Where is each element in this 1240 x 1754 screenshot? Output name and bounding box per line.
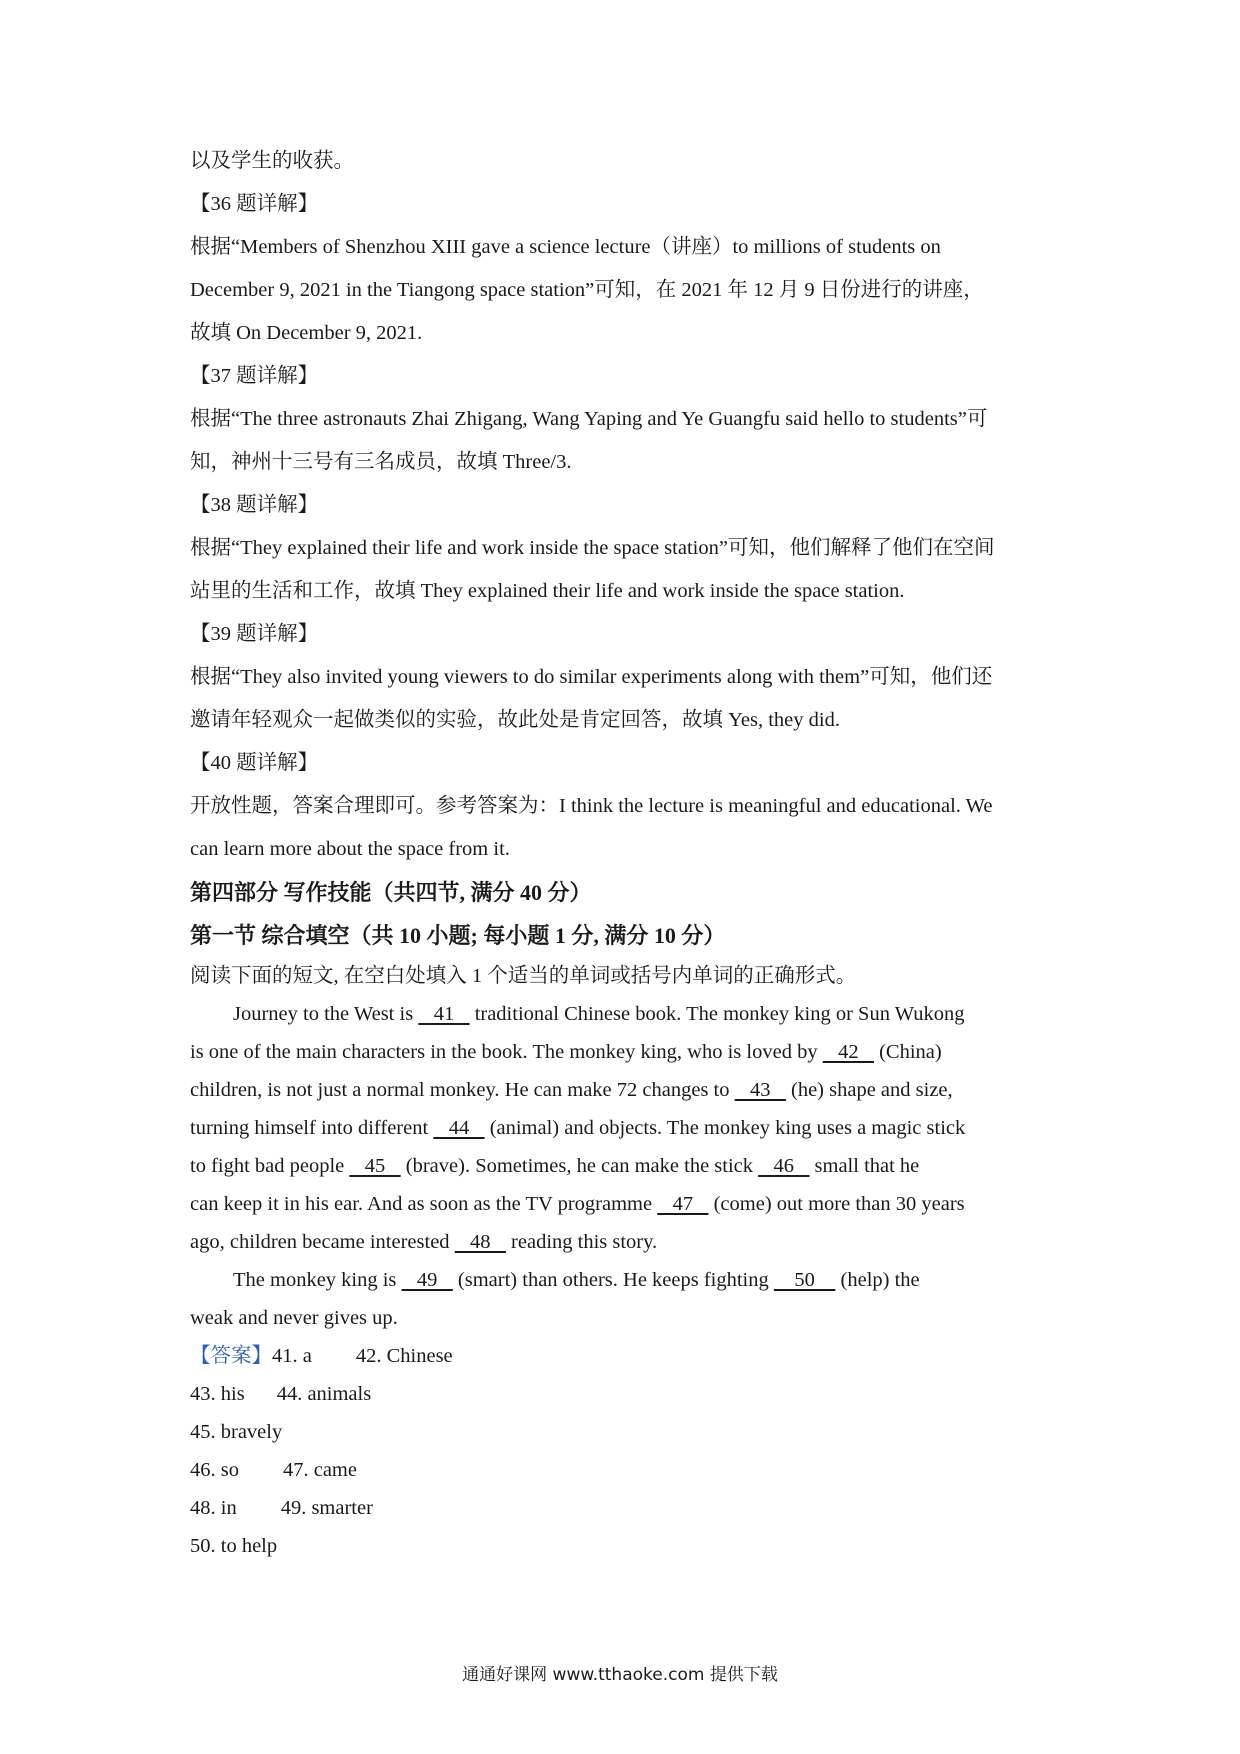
passage-text: (help) the <box>835 1269 920 1291</box>
blank-49: 49 <box>401 1269 453 1291</box>
q40-line-2: can learn more about the space from it. <box>190 838 510 860</box>
passage-line <box>190 995 1060 1033</box>
answer-50: 50. to help <box>190 1535 278 1557</box>
blank-42: 42 <box>822 1041 874 1063</box>
passage-text: reading this story. <box>505 1231 658 1253</box>
passage-text: ago, children became interested <box>190 1231 455 1253</box>
passage-line <box>190 1147 1060 1185</box>
passage-text: to fight bad people <box>190 1155 350 1177</box>
passage-text: (smart) than others. He keeps fighting <box>452 1269 774 1291</box>
q36-line-1: 根据“Members of Shenzhou XIII gave a science lecture（讲座）to millions of students on <box>190 236 941 258</box>
answer-line <box>190 1489 1060 1527</box>
q36-line-2: December 9, 2021 in the Tiangong space station”可知，在 2021 年 12 月 9 日份进行的讲座， <box>190 279 984 301</box>
answer-47: 47. came <box>282 1459 357 1481</box>
blank-41: 41 <box>418 1003 470 1025</box>
q37-line-2: 知，神州十三号有三名成员，故填 Three/3. <box>190 451 572 473</box>
passage-line <box>190 1109 1060 1147</box>
answer-43: 43. his <box>190 1383 245 1405</box>
q38-line-2: 站里的生活和工作，故填 They explained their life and work inside the space station. <box>190 580 905 602</box>
q38-line-1: 根据“They explained their life and work inside the space station”可知，他们解释了他们在空间 <box>190 537 995 559</box>
blank-50: 50 <box>773 1269 836 1291</box>
text-line: 以及学生的收获。 <box>190 150 354 172</box>
answer-line <box>190 1527 1060 1565</box>
answer-line <box>190 1375 1060 1413</box>
passage-line <box>190 1033 1060 1071</box>
page-footer: 通通好课网 www.tthaoke.com 提供下载 <box>462 1665 778 1685</box>
passage-text: turning himself into different <box>190 1117 434 1139</box>
passage-text: Journey to the West is <box>233 1003 419 1025</box>
passage-text: The monkey king is <box>233 1269 402 1291</box>
answer-line <box>190 1451 1060 1489</box>
passage-line <box>190 1071 1060 1109</box>
answer-44: 44. animals <box>276 1383 372 1405</box>
passage-text: (brave). Sometimes, he can make the stick <box>400 1155 759 1177</box>
answer-48: 48. in <box>190 1497 237 1519</box>
q36-line-3: 故填 On December 9, 2021. <box>190 322 423 344</box>
answer-line <box>190 1413 1060 1451</box>
passage-text: can keep it in his ear. And as soon as the TV programme <box>190 1193 658 1215</box>
passage-text: (he) shape and size, <box>785 1079 953 1101</box>
passage-text: is one of the main characters in the book. The monkey king, who is loved by <box>190 1041 823 1063</box>
blank-45: 45 <box>349 1155 401 1177</box>
passage-text: children, is not just a normal monkey. He can make 72 changes to <box>190 1079 735 1101</box>
passage-text: traditional Chinese book. The monkey king or Sun Wukong <box>469 1003 965 1025</box>
answer-42: 42. Chinese <box>355 1345 453 1367</box>
answer-tag: 【答案】 <box>190 1345 272 1367</box>
blank-48: 48 <box>454 1231 506 1253</box>
blank-47: 47 <box>657 1193 709 1215</box>
passage-text: (China) <box>873 1041 942 1063</box>
q39-title: 【39 题详解】 <box>190 623 319 645</box>
answer-line <box>190 1337 1060 1375</box>
passage-text: small that he <box>809 1155 920 1177</box>
passage-line <box>190 1223 1060 1261</box>
blank-43: 43 <box>734 1079 786 1101</box>
passage-text: (come) out more than 30 years <box>708 1193 965 1215</box>
q40-line-1: 开放性题，答案合理即可。参考答案为：I think the lecture is meaningful and educational. We <box>190 795 993 817</box>
blank-44: 44 <box>433 1117 485 1139</box>
answer-41: 41. a <box>272 1345 312 1367</box>
answer-45: 45. bravely <box>190 1421 283 1443</box>
passage-line <box>190 1261 1060 1299</box>
q40-title: 【40 题详解】 <box>190 752 319 774</box>
section1-heading: 第一节 综合填空（共 10 小题; 每小题 1 分, 满分 10 分） <box>190 923 726 948</box>
q38-title: 【38 题详解】 <box>190 494 319 516</box>
q37-title: 【37 题详解】 <box>190 365 319 387</box>
passage-line: weak and never gives up. <box>190 1307 398 1329</box>
q39-line-1: 根据“They also invited young viewers to do similar experiments along with them”可知，他们还 <box>190 666 993 688</box>
answer-46: 46. so <box>190 1459 239 1481</box>
q39-line-2: 邀请年轻观众一起做类似的实验，故此处是肯定回答，故填 Yes, they did. <box>190 709 840 731</box>
passage-text: (animal) and objects. The monkey king uses a magic stick <box>484 1117 966 1139</box>
part4-heading: 第四部分 写作技能（共四节, 满分 40 分） <box>190 880 592 905</box>
q37-line-1: 根据“The three astronauts Zhai Zhigang, Wang Yaping and Ye Guangfu said hello to students”可 <box>190 408 988 430</box>
q36-title: 【36 题详解】 <box>190 193 319 215</box>
instructions: 阅读下面的短文, 在空白处填入 1 个适当的单词或括号内单词的正确形式。 <box>190 965 857 987</box>
passage-line <box>190 1185 1060 1223</box>
blank-46: 46 <box>758 1155 810 1177</box>
answer-49: 49. smarter <box>280 1497 373 1519</box>
document-page <box>190 140 1060 1565</box>
